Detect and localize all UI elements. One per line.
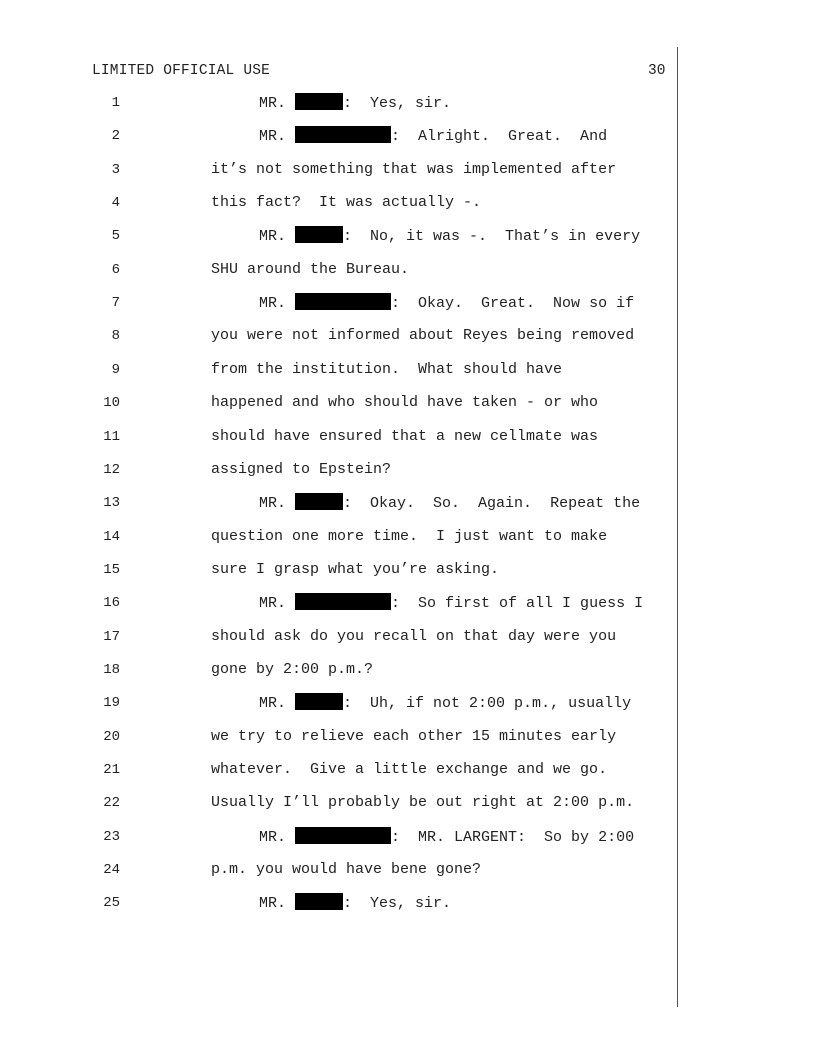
speaker-title: MR.: [259, 128, 287, 146]
line-number: 25: [103, 895, 120, 912]
line-text: we try to relieve each other 15 minutes early: [211, 727, 617, 745]
line-text: gone by 2:00 p.m.?: [211, 660, 374, 678]
speaker-title: MR.: [259, 828, 287, 846]
line-number: 4: [111, 195, 120, 212]
page-number: 30: [648, 63, 666, 79]
line-number: 23: [103, 828, 120, 845]
line-number: 17: [103, 628, 120, 645]
transcript-line: [0, 860, 816, 880]
transcript-line: [0, 693, 816, 713]
speaker-title: MR.: [259, 495, 287, 513]
speaker-title: MR.: [259, 295, 287, 313]
line-number: 13: [103, 495, 120, 512]
line-number: 15: [103, 561, 120, 578]
line-number: 3: [111, 161, 120, 178]
speaker-title: MR.: [259, 228, 287, 246]
line-text: : Yes, sir.: [343, 895, 452, 913]
line-number: 2: [111, 128, 120, 145]
line-text: : So first of all I guess I: [391, 595, 644, 613]
redaction-bar: [295, 893, 343, 910]
speaker-line: [259, 93, 451, 114]
speaker-title: MR.: [259, 95, 287, 112]
line-text: should have ensured that a new cellmate was: [211, 427, 599, 445]
transcript-line: [0, 593, 816, 613]
line-number: 10: [103, 395, 120, 412]
transcript-line: [0, 660, 816, 680]
transcript-line: [0, 893, 816, 913]
transcript-line: [0, 126, 816, 146]
redaction-bar: [295, 293, 391, 310]
line-text: happened and who should have taken - or who: [211, 394, 599, 412]
transcript-line: [0, 93, 816, 113]
speaker-line: [259, 126, 607, 147]
line-number: 9: [111, 361, 120, 378]
line-number: 19: [103, 695, 120, 712]
speaker-title: MR.: [259, 695, 287, 713]
line-text: : Okay. So. Again. Repeat the: [343, 495, 641, 513]
speaker-line: [259, 226, 640, 247]
redaction-bar: [295, 493, 343, 510]
redaction-bar: [295, 126, 391, 143]
line-number: 18: [103, 661, 120, 678]
transcript-line: [0, 293, 816, 313]
speaker-line: [259, 693, 631, 714]
line-number: 8: [111, 328, 120, 345]
redaction-bar: [295, 593, 391, 610]
line-number: 11: [103, 428, 120, 445]
line-text: whatever. Give a little exchange and we go.: [211, 761, 608, 778]
transcript-line: [0, 393, 816, 413]
line-text: this fact? It was actually -.: [211, 194, 482, 212]
line-text: from the institution. What should have: [211, 360, 563, 378]
transcript-line: [0, 527, 816, 547]
line-text: : Yes, sir.: [343, 95, 452, 112]
line-number: 14: [103, 528, 120, 545]
redaction-bar: [295, 93, 343, 110]
line-number: 21: [103, 762, 120, 778]
redaction-bar: [295, 693, 343, 710]
line-text: p.m. you would have bene gone?: [211, 861, 482, 879]
speaker-line: [259, 593, 643, 614]
page-header-label: LIMITED OFFICIAL USE: [92, 63, 271, 79]
transcript-line: [0, 727, 816, 747]
speaker-line: [259, 493, 640, 514]
transcript-line: [0, 760, 816, 780]
speaker-line: [259, 893, 451, 914]
line-text: it’s not something that was implemented after: [211, 160, 617, 178]
speaker-title: MR.: [259, 595, 287, 613]
speaker-title: MR.: [259, 895, 287, 913]
transcript-line: [0, 360, 816, 380]
transcript-line: [0, 560, 816, 580]
transcript-line: [0, 827, 816, 847]
line-number: 6: [111, 261, 120, 278]
line-text: question one more time. I just want to make: [211, 527, 608, 545]
transcript-line: [0, 793, 816, 813]
line-text: : Okay. Great. Now so if: [391, 295, 635, 313]
transcript-line: [0, 193, 816, 213]
speaker-line: [259, 827, 634, 848]
speaker-line: [259, 293, 634, 314]
transcript-line: [0, 427, 816, 447]
line-text: : MR. LARGENT: So by 2:00: [391, 828, 635, 846]
transcript-line: [0, 326, 816, 346]
line-number: 20: [103, 728, 120, 745]
line-text: Usually I’ll probably be out right at 2:00 p.m.: [211, 794, 635, 812]
line-number: 5: [111, 228, 120, 245]
line-text: : Alright. Great. And: [391, 128, 608, 146]
line-text: you were not informed about Reyes being removed: [211, 327, 635, 345]
line-number: 22: [103, 795, 120, 812]
line-text: : Uh, if not 2:00 p.m., usually: [343, 695, 632, 713]
redaction-bar: [295, 827, 391, 844]
transcript-line: [0, 460, 816, 480]
transcript-line: [0, 260, 816, 280]
line-number: 16: [103, 595, 120, 612]
line-number: 12: [103, 461, 120, 478]
transcript-line: [0, 226, 816, 246]
transcript-line: [0, 627, 816, 647]
redaction-bar: [295, 226, 343, 243]
line-number: 7: [111, 295, 120, 312]
line-number: 1: [111, 95, 120, 111]
line-text: assigned to Epstein?: [211, 460, 392, 478]
transcript-line: [0, 493, 816, 513]
transcript-line: [0, 160, 816, 180]
line-text: should ask do you recall on that day were you: [211, 627, 617, 645]
line-text: SHU around the Bureau.: [211, 260, 410, 278]
line-text: : No, it was -. That’s in every: [343, 228, 641, 246]
line-text: sure I grasp what you’re asking.: [211, 560, 500, 578]
line-number: 24: [103, 862, 120, 879]
